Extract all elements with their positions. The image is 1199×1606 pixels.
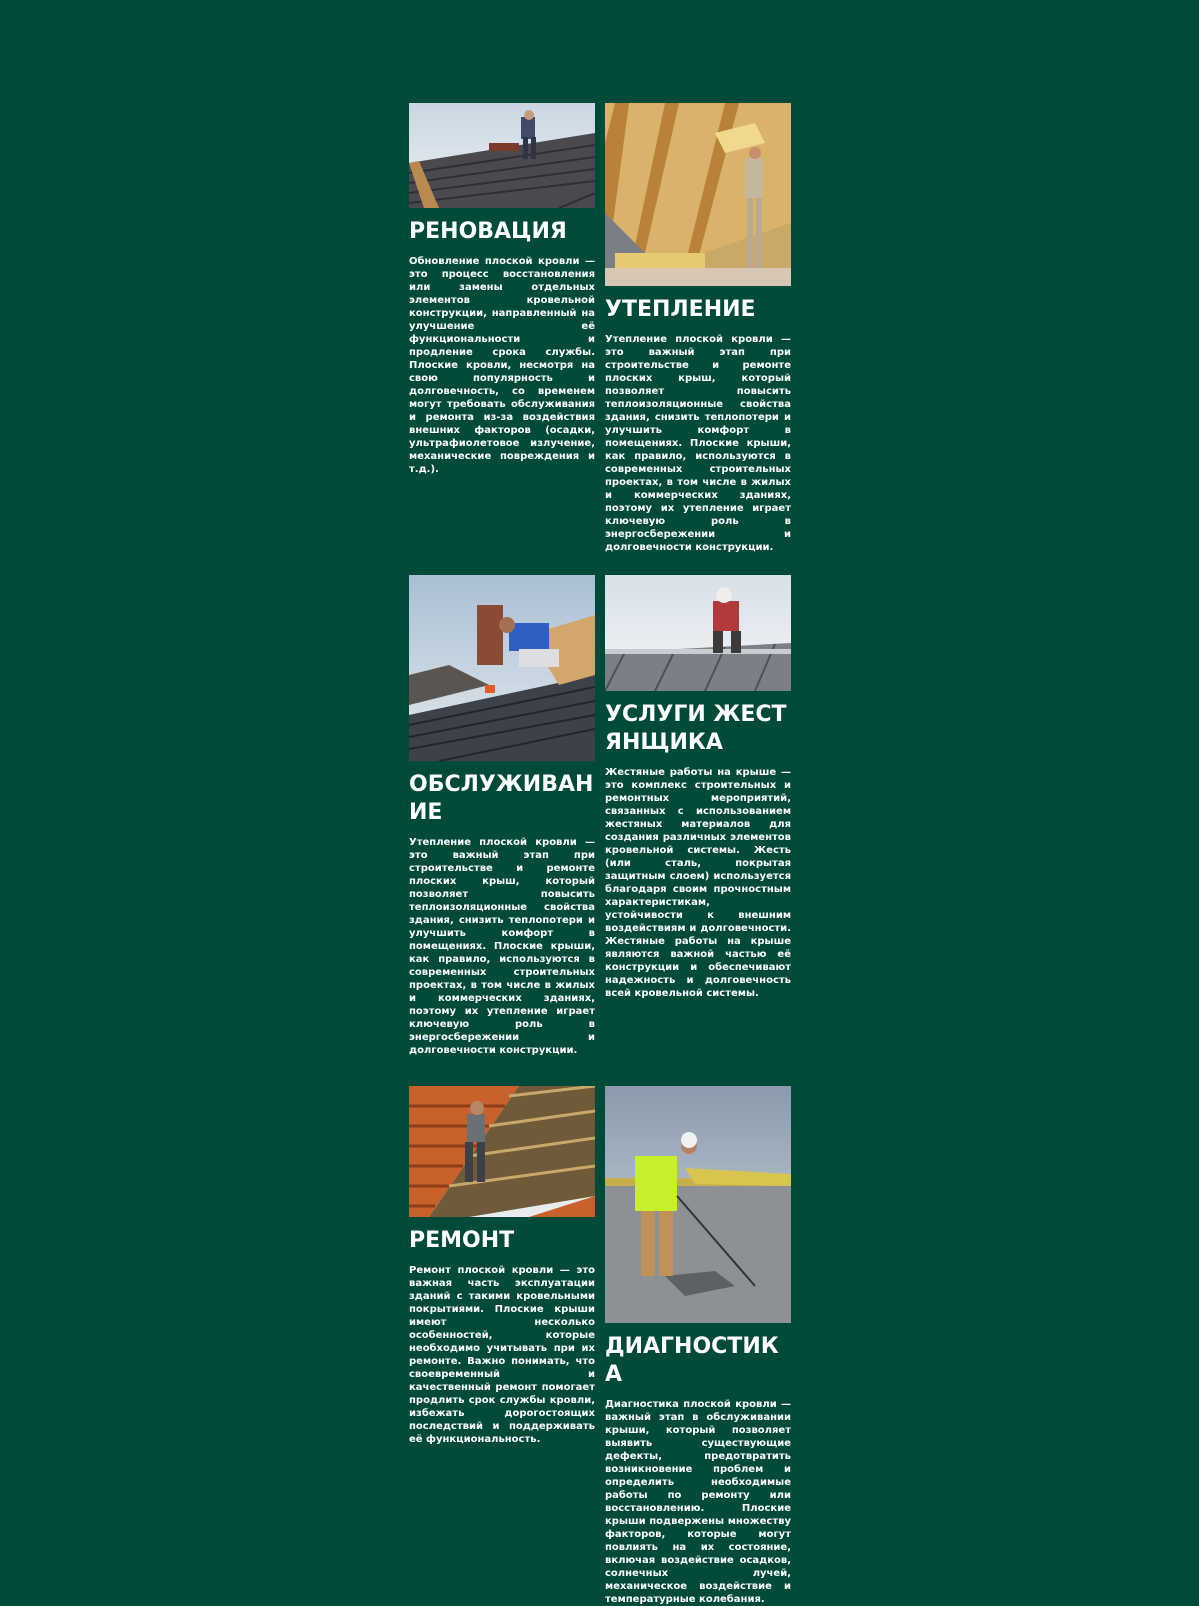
- attic-insulation-photo: [605, 103, 791, 286]
- service-card-repair: [409, 1086, 595, 1446]
- service-description: Жестяные работы на крыше — это комплекс строительных и ремонтных мероприятий, связанных с использованием жестяных материалов для создания различных элементов кровельной системы. Жесть (или сталь, покрытая защитным слоем) используется благодаря своим прочностным характеристикам, устойчивости к внешним воздействиям и долговечности. Жестяные работы на крыше являются важной частью её конструкции и обеспечивают надежность и долговечность всей кровельной системы.: [605, 767, 791, 999]
- service-description: Утепление плоской кровли — это важный этап при строительстве и ремонте плоских крыш, который позволяет повысить теплоизоляционные свойства здания, снизить теплопотери и улучшить комфорт в помещениях. Плоские крыши, как правило, используются в современных строительных проектах, в том числе в жилых и коммерческих зданиях, поэтому их утепление играет ключевую роль в энергосбережении и долговечности конструкции.: [409, 837, 595, 1056]
- service-title: РЕНОВАЦИЯ: [409, 219, 567, 244]
- service-description: Диагностика плоской кровли — важный этап в обслуживании крыши, который позволяет выявить существующие дефекты, предотвратить возникновение проблем и определить необходимые работы по ремонту или восстановлению. Плоские крыши подвержены множеству факторов, которые могут повлиять на их состояние, включая воздействие осадков, солнечных лучей, механическое воздействие и температурные колебания.: [605, 1399, 791, 1605]
- service-card-diagnostics: [605, 1086, 791, 1606]
- service-card-insulation: [605, 103, 791, 554]
- roofer-chimney-photo: [409, 575, 595, 761]
- service-title: ДИАГНОСТИКА: [605, 1334, 779, 1387]
- roof-worker-tiles-photo: [409, 103, 595, 208]
- service-title: УТЕПЛЕНИЕ: [605, 297, 756, 322]
- service-description: Обновление плоской кровли — это процесс восстановления или замены отдельных элементов кровельной конструкции, направленный на улучшение её функциональности и продление срока службы. Плоские кровли, несмотря на свою популярность и долговечность, со временем могут требовать обслуживания и ремонта из-за воздействия внешних факторов (осадки, ультрафиолетовое излучение, механические повреждения и т.д.).: [409, 256, 595, 475]
- service-title: РЕМОНТ: [409, 1228, 515, 1253]
- service-card-tinsmith: [605, 575, 791, 1000]
- service-description: Утепление плоской кровли — это важный этап при строительстве и ремонте плоских крыш, который позволяет повысить теплоизоляционные свойства здания, снизить теплопотери и улучшить комфорт в помещениях. Плоские крыши, как правило, используются в современных строительных проектах, в том числе в жилых и коммерческих зданиях, поэтому их утепление играет ключевую роль в энергосбережении и долговечности конструкции.: [605, 334, 791, 553]
- service-title: ОБСЛУЖИВАНИЕ: [409, 772, 594, 825]
- orange-tile-roof-photo: [409, 1086, 595, 1217]
- metal-roof-worker-photo: [605, 575, 791, 691]
- service-title: УСЛУГИ ЖЕСТЯНЩИКА: [605, 702, 787, 755]
- service-card-maintenance: [409, 575, 595, 1057]
- flat-roof-inspection-photo: [605, 1086, 791, 1323]
- service-card-renovation: [409, 103, 595, 476]
- service-description: Ремонт плоской кровли — это важная часть эксплуатации зданий с такими кровельными покрытиями. Плоские крыши имеют несколько особенностей, которые необходимо учитывать при их ремонте. Важно понимать, что своевременный и качественный ремонт помогает продлить срок службы кровли, избежать дорогостоящих последствий и поддерживать её функциональность.: [409, 1265, 595, 1445]
